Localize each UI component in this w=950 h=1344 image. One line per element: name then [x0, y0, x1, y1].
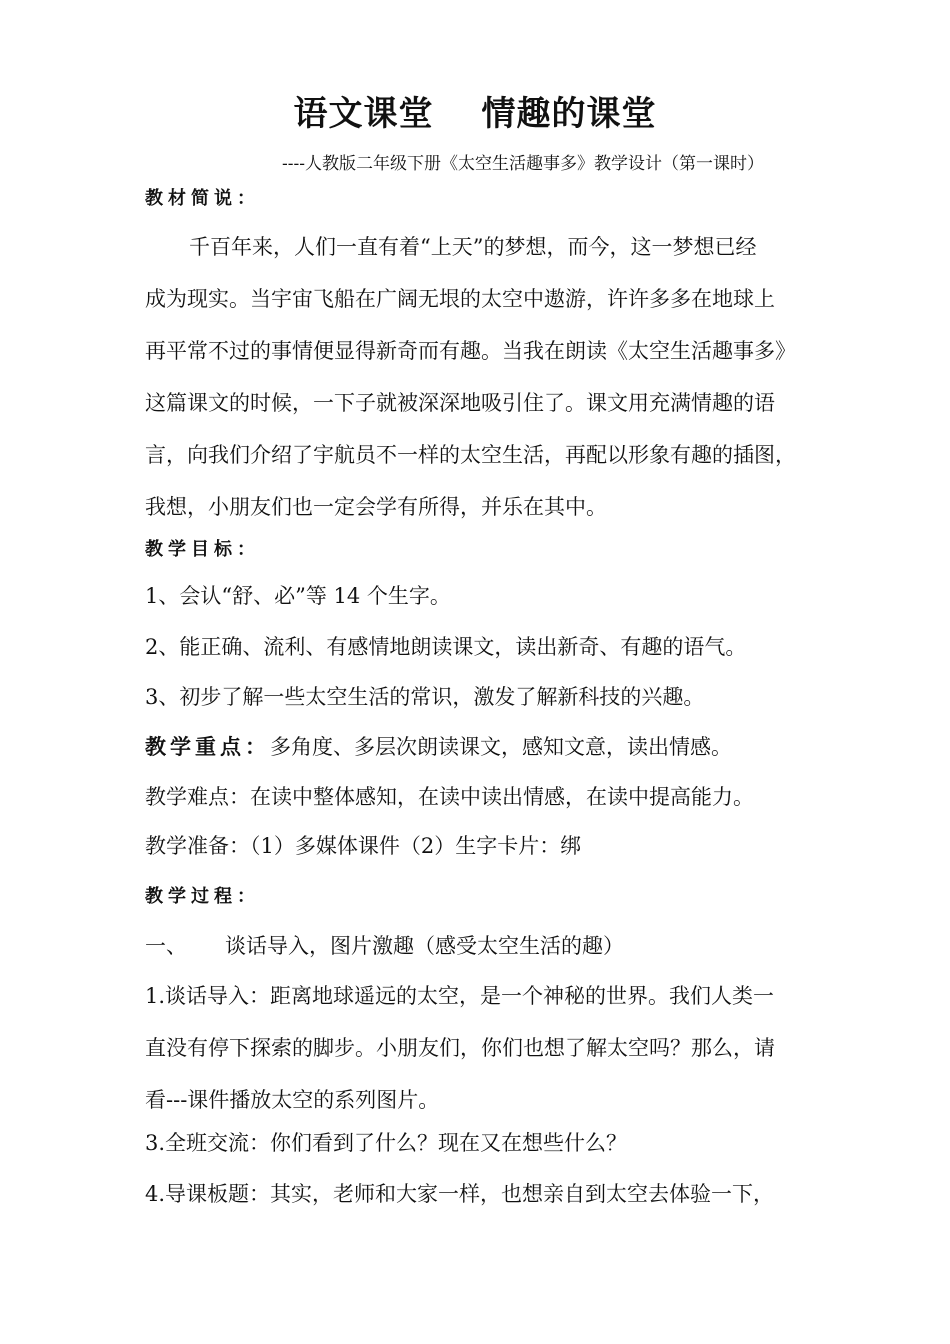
material-line: 言，向我们介绍了宇航员不一样的太空生活，再配以形象有趣的插图， [145, 443, 796, 467]
material-paragraph [145, 221, 820, 533]
step4-line: 4.导课板题：其实，老师和大家一样，也想亲自到太空去体验一下， [145, 1182, 775, 1206]
material-line: 我想，小朋友们也一定会学有所得，并乐在其中。 [145, 495, 607, 519]
step1-line: 直没有停下探索的脚步。小朋友们，你们也想了解太空吗？那么，请 [145, 1036, 775, 1060]
material-line: 千百年来，人们一直有着“上天”的梦想，而今，这一梦想已经 [189, 235, 757, 259]
step3-line: 3.全班交流：你们看到了什么？现在又在想些什么？ [145, 1131, 628, 1155]
step-number: 一、 [145, 934, 187, 958]
material-line: 再平常不过的事情便显得新奇而有趣。当我在朗读《太空生活趣事多》 [145, 339, 796, 363]
difficulty-line: 教学难点：在读中整体感知，在读中读出情感，在读中提高能力。 [145, 785, 754, 809]
process-label: 教学过程： [145, 886, 260, 907]
goal-item: 2、能正确、流利、有感情地朗读课文，读出新奇、有趣的语气。 [145, 635, 747, 659]
step1-line: 看---课件播放太空的系列图片。 [145, 1088, 440, 1112]
material-line: 成为现实。当宇宙飞船在广阔无垠的太空中遨游，许许多多在地球上 [145, 287, 775, 311]
document-subtitle: ----人教版二年级下册《太空生活趣事多》教学设计（第一课时） [282, 154, 764, 174]
key-text: 多角度、多层次朗读课文，感知文意，读出情感。 [270, 735, 732, 759]
material-label: 教材简说： [145, 188, 260, 209]
document-title [0, 86, 950, 135]
step1-line: 1.谈话导入：距离地球遥远的太空，是一个神秘的世界。我们人类一 [145, 984, 775, 1008]
preparation-line: 教学准备：（1）多媒体课件（2）生字卡片：绑 [145, 834, 582, 858]
step1-paragraph [145, 970, 820, 1126]
step-title: 谈话导入，图片激趣（感受太空生活的趣） [225, 934, 624, 958]
goals-label: 教学目标： [145, 539, 260, 560]
key-point-line [145, 731, 732, 761]
goal-item: 3、初步了解一些太空生活的常识，激发了解新科技的兴趣。 [145, 685, 705, 709]
material-line: 这篇课文的时候，一下子就被深深地吸引住了。课文用充满情趣的语 [145, 391, 775, 415]
title-left: 语文课堂 [293, 94, 434, 134]
goal-item: 1、会认“舒、必”等 14 个生字。 [145, 584, 451, 608]
key-label: 教学重点： [145, 734, 270, 759]
step-one-heading [145, 930, 624, 960]
title-right: 情趣的课堂 [481, 94, 657, 134]
